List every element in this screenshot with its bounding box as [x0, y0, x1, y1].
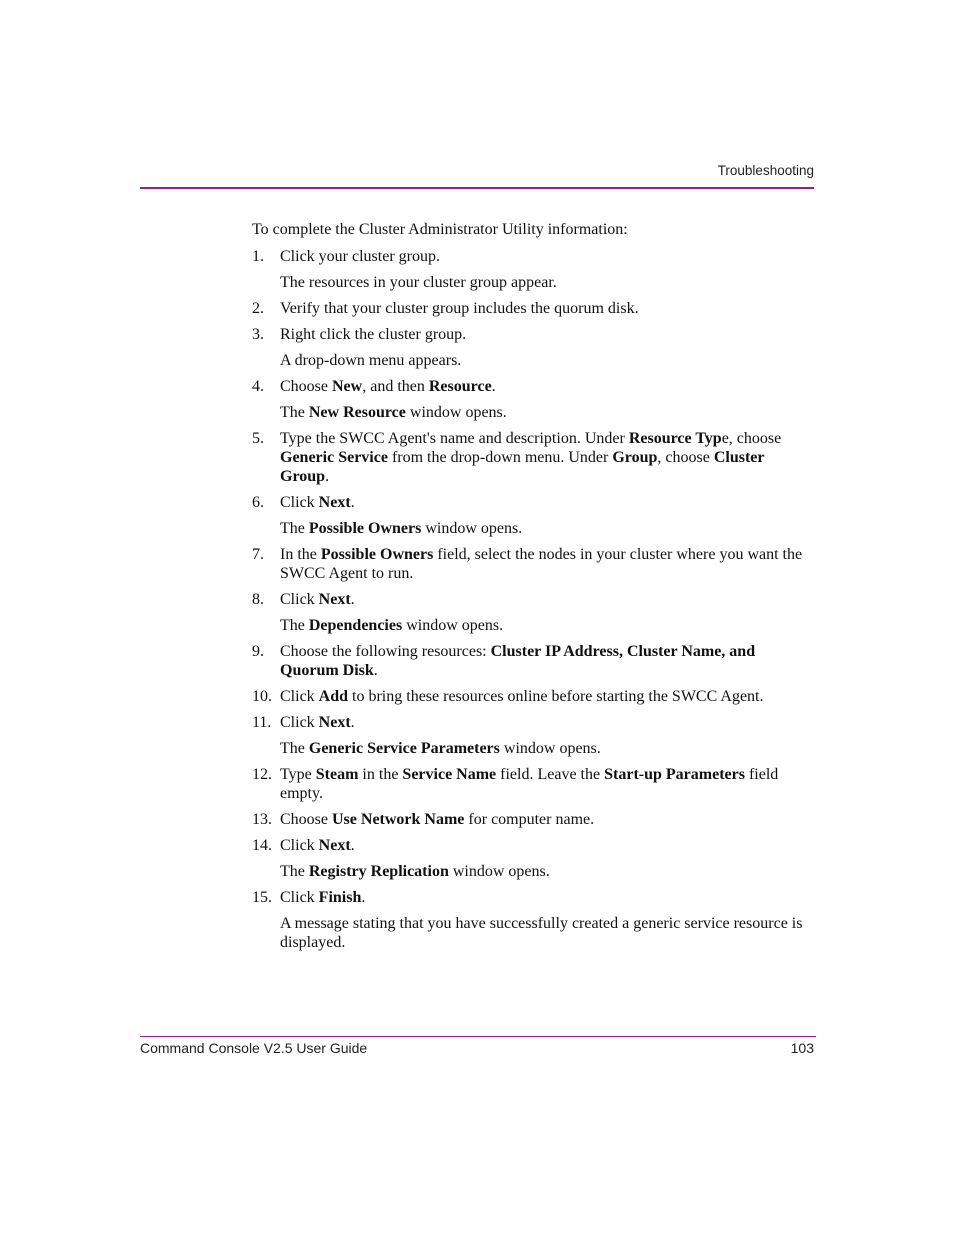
text-run: In the: [280, 546, 321, 563]
step-text: [280, 493, 817, 512]
list-item: [252, 377, 817, 396]
step-number: 14.: [252, 837, 272, 854]
list-item: [252, 299, 817, 318]
page-number: 103: [790, 1040, 814, 1056]
step-number: 9.: [252, 643, 264, 660]
step-result-note: [280, 616, 817, 635]
step-number: 5.: [252, 430, 264, 447]
text-run: Click: [280, 889, 319, 906]
step-result-note: [280, 739, 817, 758]
text-run: to bring these resources online before starting the SWCC Agent.: [348, 688, 764, 705]
bold-term: Possible Owners: [308, 520, 422, 537]
bold-term: Cluster IP Address, Cluster Name, and Quorum Disk: [280, 643, 756, 679]
step-number: 8.: [252, 591, 264, 608]
text-run: window opens.: [421, 520, 523, 537]
step-result-note: [280, 914, 817, 952]
text-run: in the: [358, 766, 403, 783]
bold-term: Possible Owners: [320, 546, 434, 563]
text-run: , choose: [657, 449, 714, 466]
step-result-note: [280, 862, 817, 881]
bold-term: Dependencies: [308, 617, 403, 634]
bold-term: Next: [318, 714, 351, 731]
text-run: , and then: [362, 378, 429, 395]
text-run: A message stating that you have successfully created a generic service resource is displayed.: [280, 915, 803, 951]
page-header: [140, 163, 814, 189]
text-run: Verify that your cluster group includes the quorum disk.: [280, 300, 639, 317]
text-run: The: [280, 404, 309, 421]
text-run: The: [280, 520, 309, 537]
list-item: [252, 493, 817, 512]
list-item: [252, 687, 817, 706]
step-result-note: [280, 273, 817, 292]
list-item: [252, 590, 817, 609]
step-number: 6.: [252, 494, 264, 511]
list-item: [252, 888, 817, 907]
list-item: [252, 642, 817, 680]
bold-term: Resource: [428, 378, 492, 395]
text-run: The: [280, 863, 309, 880]
step-number: 1.: [252, 248, 264, 265]
step-text: [280, 299, 817, 318]
text-run: The: [280, 740, 309, 757]
step-text: [280, 687, 817, 706]
bold-term: Steam: [315, 766, 359, 783]
step-text: [280, 247, 817, 266]
text-run: Choose: [280, 811, 332, 828]
text-run: field. Leave the: [496, 766, 605, 783]
text-run: Click: [280, 837, 319, 854]
step-text: [280, 765, 817, 803]
step-number: 15.: [252, 889, 272, 906]
bold-term: Generic Service Parameters: [308, 740, 500, 757]
text-run: window opens.: [405, 404, 507, 421]
main-content: [252, 220, 817, 959]
text-run: Type the SWCC Agent's name and description. Under: [280, 430, 629, 447]
step-text: [280, 810, 817, 829]
list-item: [252, 713, 817, 732]
step-text: [280, 590, 817, 609]
text-run: Click: [280, 494, 319, 511]
bold-term: Finish: [318, 889, 362, 906]
bold-term: Add: [318, 688, 349, 705]
bold-term: Service Name: [402, 766, 497, 783]
intro-text: To complete the Cluster Administrator Utility information:: [252, 221, 628, 238]
text-run: field, select the nodes in your cluster where you want the SWCC Agent to run.: [280, 546, 803, 582]
bold-term: New Resource: [308, 404, 406, 421]
text-run: Choose the following resources:: [280, 643, 491, 660]
list-item: [252, 810, 817, 829]
guide-title: Command Console V2.5 User Guide: [140, 1040, 368, 1056]
step-number: 7.: [252, 546, 264, 563]
text-run: The: [280, 617, 309, 634]
bold-term: Use Network Name: [332, 811, 465, 828]
text-run: The resources in your cluster group appear.: [280, 274, 557, 291]
step-list: [252, 247, 817, 952]
text-run: Choose: [280, 378, 332, 395]
text-run: .: [350, 837, 355, 854]
text-run: .: [373, 662, 378, 679]
step-number: 13.: [252, 811, 272, 828]
text-run: .: [361, 889, 366, 906]
step-text: [280, 713, 817, 732]
step-number: 4.: [252, 378, 264, 395]
text-run: A drop-down menu appears.: [280, 352, 462, 369]
list-item: [252, 325, 817, 344]
step-number: 12.: [252, 766, 272, 783]
text-run: window opens.: [499, 740, 601, 757]
list-item: [252, 765, 817, 803]
bold-term: Group: [612, 449, 658, 466]
step-result-note: [280, 403, 817, 422]
step-text: [280, 642, 817, 680]
bold-term: Generic Service: [280, 449, 388, 466]
bold-term: Start-up Parameters: [604, 766, 745, 783]
text-run: .: [325, 468, 330, 485]
step-number: 2.: [252, 300, 264, 317]
step-text: [280, 836, 817, 855]
bold-term: New: [332, 378, 363, 395]
page-footer: [140, 1036, 816, 1056]
bold-term: Cluster Group: [280, 449, 765, 485]
list-item: [252, 247, 817, 266]
text-run: .: [350, 714, 355, 731]
step-number: 11.: [252, 714, 272, 731]
step-result-note: [280, 351, 817, 370]
section-title: Troubleshooting: [717, 163, 814, 178]
bold-term: Next: [318, 494, 351, 511]
bold-term: Next: [318, 837, 351, 854]
bold-term: Resource Typ: [628, 430, 722, 447]
text-run: Right click the cluster group.: [280, 326, 467, 343]
step-text: [280, 545, 817, 583]
text-run: Click: [280, 714, 319, 731]
text-run: window opens.: [402, 617, 504, 634]
text-run: Click your cluster group.: [280, 248, 440, 265]
list-item: [252, 545, 817, 583]
step-text: [280, 325, 817, 344]
list-item: [252, 836, 817, 855]
text-run: .: [350, 591, 355, 608]
text-run: Click: [280, 591, 319, 608]
text-run: from the drop-down menu. Under: [387, 449, 613, 466]
bold-term: Next: [318, 591, 351, 608]
step-number: 10.: [252, 688, 272, 705]
text-run: .: [491, 378, 496, 395]
bold-term: Registry Replication: [308, 863, 449, 880]
step-number: 3.: [252, 326, 264, 343]
step-result-note: [280, 519, 817, 538]
step-text: [280, 429, 817, 486]
list-item: [252, 429, 817, 486]
text-run: Click: [280, 688, 319, 705]
text-run: Type: [280, 766, 316, 783]
text-run: window opens.: [448, 863, 550, 880]
step-text: [280, 377, 817, 396]
text-run: .: [350, 494, 355, 511]
text-run: for computer name.: [464, 811, 595, 828]
step-text: [280, 888, 817, 907]
text-run: e, choose: [721, 430, 782, 447]
text-run: field empty.: [280, 766, 779, 802]
